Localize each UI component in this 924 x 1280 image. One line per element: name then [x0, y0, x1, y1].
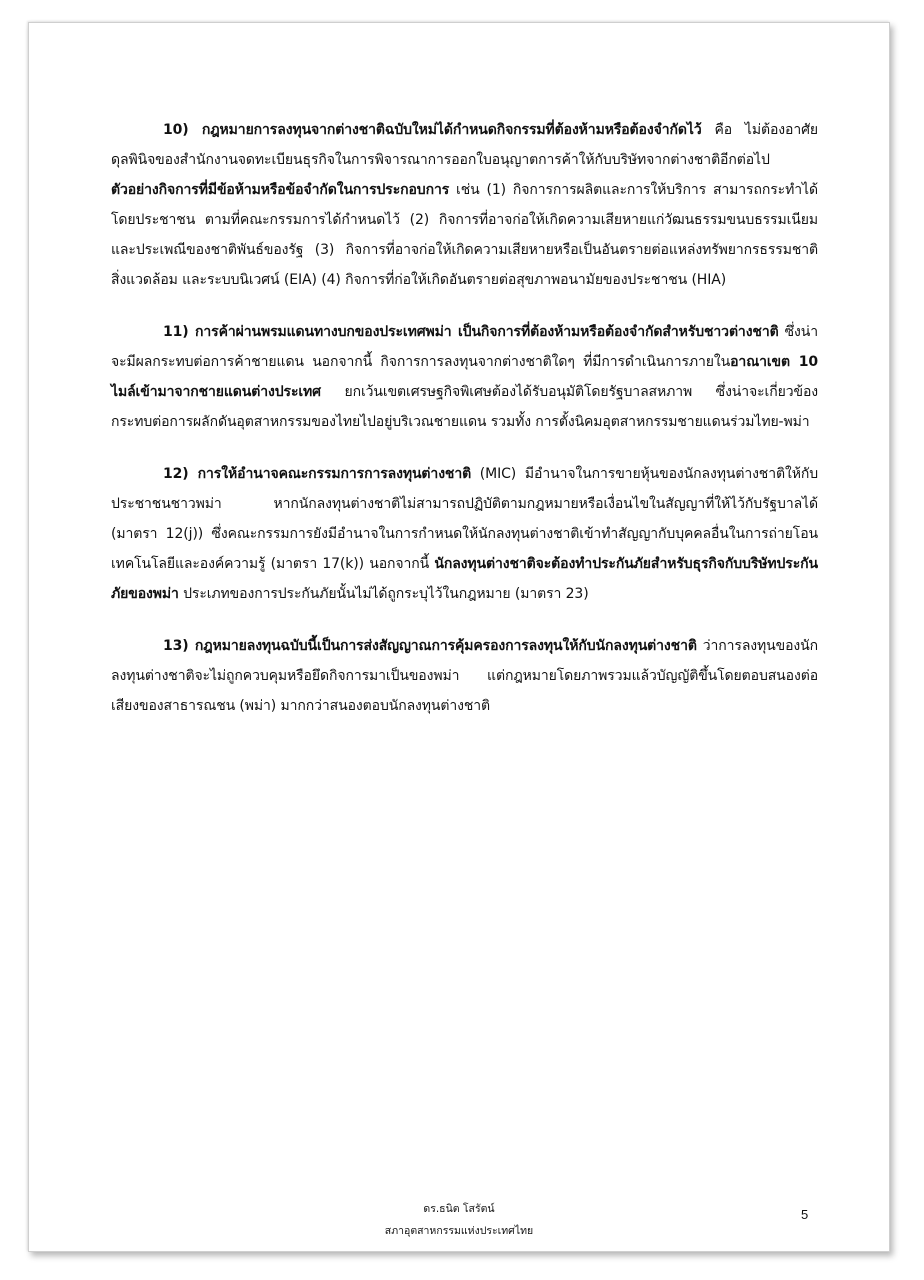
- paragraph-10-text-continued: เช่น (1) กิจการการผลิตและการให้บริการ สามารถกระทำได้โดยประชาชน ตามที่คณะกรรมการได้กำหนดไว้ (2) กิจการที่อาจก่อให้เกิดความเสียหายแก่วัฒนธรรมขนบธรรมเนียมและประเพณีของชาติพันธ์ของรัฐ (3) กิจการที่อาจก่อให้เกิดความเสียหายหรือเป็นอันตรายต่อแหล่งทรัพยากรธรรมชาติ สิ่งแวดล้อม และระบบนิเวศน์ (EIA) (4) กิจการที่ก่อให้เกิดอันตรายต่อสุขภาพอนามัยของประชาชน (HIA): [111, 182, 818, 288]
- paragraph-13: [111, 631, 818, 721]
- paragraph-10-text: คือ ไม่ต้องอาศัยดุลพินิจของสำนักงานจดทะเบียนธุรกิจในการพิจารณาการออกใบอนุญาตการค้าให้กับบริษัทจากต่างชาติอีกต่อไป: [111, 122, 818, 168]
- document-page: [28, 22, 890, 1252]
- paragraph-13-heading: 13) กฎหมายลงทุนฉบับนี้เป็นการส่งสัญญาณการคุ้มครองการลงทุนให้กับนักลงทุนต่างชาติ: [163, 638, 697, 654]
- paragraph-12-text-continued: ประเภทของการประกันภัยนั้นไม่ได้ถูกระบุไว้ในกฎหมาย (มาตรา 23): [178, 586, 589, 602]
- paragraph-11: [111, 317, 818, 437]
- paragraph-12: [111, 459, 818, 609]
- paragraph-11-emphasis: อาณาเขต 10 ไมล์เข้ามาจากชายแดนต่างประเทศ: [111, 354, 818, 400]
- paragraph-12-heading: 12) การให้อำนาจคณะกรรมการการลงทุนต่างชาติ: [163, 466, 472, 482]
- paragraph-12-text: (MIC) มีอำนาจในการขายหุ้นของนักลงทุนต่างชาติให้กับประชาชนชาวพม่า หากนักลงทุนต่างชาติไม่สามารถปฏิบัติตามกฎหมายหรือเงื่อนไขในสัญญาที่ให้ไว้กับรัฐบาลได้ (มาตรา 12(j)) ซึ่งคณะกรรมการยังมีอำนาจในการกำหนดให้นักลงทุนต่างชาติเข้าทำสัญญากับบุคคลอื่นในการถ่ายโอนเทคโนโลยีและองค์ความรู้ (มาตรา 17(k)) นอกจากนี้: [111, 466, 818, 572]
- paragraph-11-heading: 11) การค้าผ่านพรมแดนทางบกของประเทศพม่า เป็นกิจการที่ต้องห้ามหรือต้องจำกัดสำหรับชาวต่างชาติ: [163, 324, 779, 340]
- page-number: 5: [801, 1207, 809, 1222]
- footer-author: ดร.ธนิต โสรัตน์: [423, 1203, 495, 1215]
- paragraph-11-text-continued: ยกเว้นเขตเศรษฐกิจพิเศษต้องได้รับอนุมัติโดยรัฐบาลสหภาพ ซึ่งน่าจะเกี่ยวข้องกระทบต่อการผลักดันอุตสาหกรรมของไทยไปอยู่บริเวณชายแดน รวมทั้ง การตั้งนิคมอุตสาหกรรมชายแดนร่วมไทย-พม่า: [111, 384, 818, 430]
- paragraph-10-emphasis: ตัวอย่างกิจการที่มีข้อห้ามหรือข้อจำกัดในการประกอบการ: [111, 182, 450, 198]
- paragraph-12-emphasis: นักลงทุนต่างชาติจะต้องทำประกันภัยสำหรับธุรกิจกับบริษัทประกันภัยของพม่า: [111, 556, 818, 602]
- paragraph-13-text: ว่าการลงทุนของนักลงทุนต่างชาติจะไม่ถูกควบคุมหรือยึดกิจการมาเป็นของพม่า แต่กฎหมายโดยภาพรวมแล้วบัญญัติขึ้นโดยตอบสนองต่อเสียงของสาธารณชน (พม่า) มากกว่าสนองตอบนักลงทุนต่างชาติ: [111, 638, 818, 714]
- document-body: [111, 115, 818, 743]
- paragraph-10-heading: 10) กฎหมายการลงทุนจากต่างชาติฉบับใหม่ได้กำหนดกิจกรรมที่ต้องห้ามหรือต้องจำกัดไว้: [163, 122, 702, 138]
- footer-organization: สภาอุตสาหกรรมแห่งประเทศไทย: [384, 1225, 534, 1237]
- paragraph-10: [111, 115, 818, 295]
- paragraph-11-text: ซึ่งน่าจะมีผลกระทบต่อการค้าชายแดน นอกจากนี้ กิจการการลงทุนจากต่างชาติใดๆ ที่มีการดำเนินการภายใน: [111, 324, 818, 370]
